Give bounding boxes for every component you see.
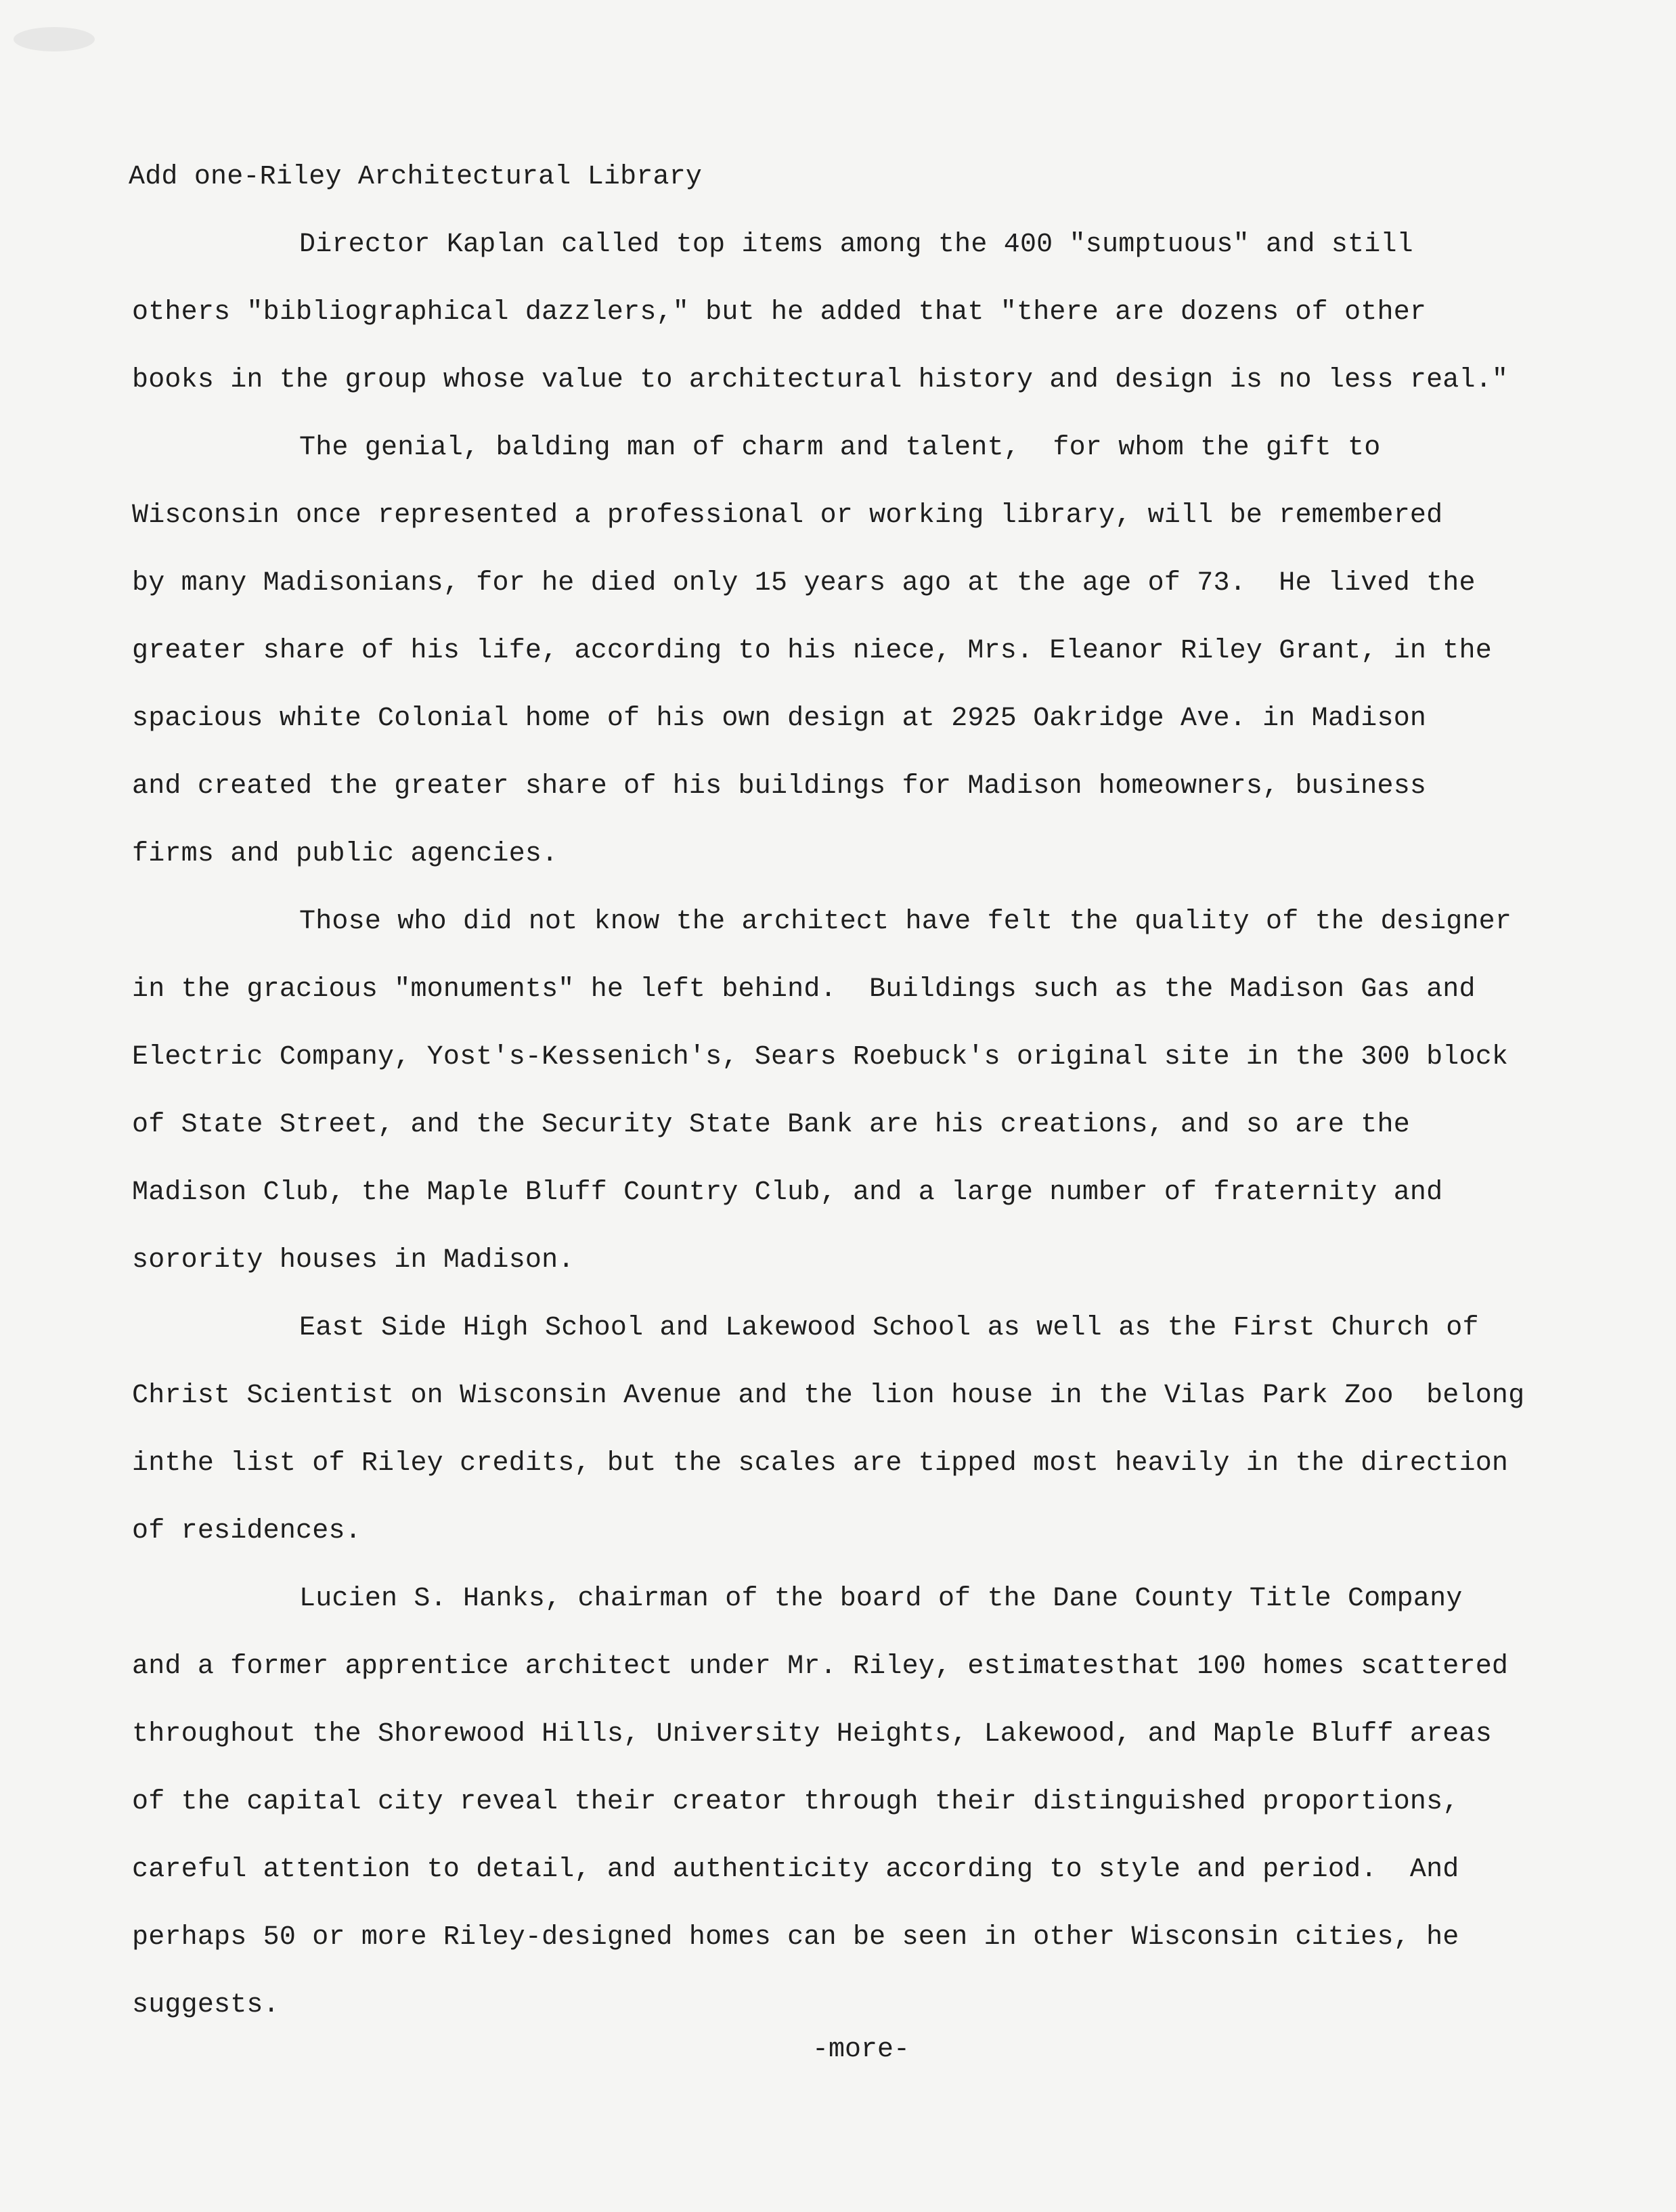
paragraph-line: greater share of his life, according to his niece, Mrs. Eleanor Riley Grant, in the — [132, 636, 1492, 666]
paragraph-line: books in the group whose value to architectural history and design is no less real." — [132, 365, 1509, 395]
paragraph-line: Director Kaplan called top items among the 400 "sumptuous" and still — [299, 230, 1413, 260]
paragraph-line: spacious white Colonial home of his own design at 2925 Oakridge Ave. in Madison — [132, 703, 1427, 734]
paragraph-line: of State Street, and the Security State Bank are his creations, and so are the — [132, 1110, 1410, 1140]
paragraph-line: by many Madisonians, for he died only 15 years ago at the age of 73. He lived the — [132, 568, 1476, 599]
paragraph-line: of residences. — [132, 1516, 361, 1546]
paragraph-line: Madison Club, the Maple Bluff Country Club, and a large number of fraternity and — [132, 1177, 1443, 1208]
paragraph-line: perhaps 50 or more Riley-designed homes can be seen in other Wisconsin cities, he — [132, 1922, 1459, 1953]
paragraph-line: firms and public agencies. — [132, 839, 558, 869]
paragraph-line: Those who did not know the architect have felt the quality of the designer — [299, 907, 1512, 937]
more-footer: -more- — [812, 2035, 910, 2065]
paragraph-line: Wisconsin once represented a professional or working library, will be remembered — [132, 500, 1443, 531]
paragraph-line: throughout the Shorewood Hills, University Heights, Lakewood, and Maple Bluff areas — [132, 1719, 1492, 1750]
paragraph-line: inthe list of Riley credits, but the scales are tipped most heavily in the direction — [132, 1448, 1509, 1479]
paragraph-line: and a former apprentice architect under Mr. Riley, estimatesthat 100 homes scattered — [132, 1651, 1509, 1682]
paragraph-line: sorority houses in Madison. — [132, 1245, 575, 1276]
paragraph-line: Lucien S. Hanks, chairman of the board of the Dane County Title Company — [299, 1584, 1463, 1614]
paragraph-line: and created the greater share of his buildings for Madison homeowners, business — [132, 771, 1427, 802]
document-heading: Add one-Riley Architectural Library — [129, 162, 703, 192]
paragraph-line: Electric Company, Yost's-Kessenich's, Sears Roebuck's original site in the 300 block — [132, 1042, 1509, 1072]
paragraph-line: Christ Scientist on Wisconsin Avenue and the lion house in the Vilas Park Zoo belong — [132, 1381, 1525, 1411]
scan-smudge — [14, 27, 95, 51]
paragraph-line: East Side High School and Lakewood School as well as the First Church of — [299, 1313, 1479, 1343]
paragraph-line: in the gracious "monuments" he left behind. Buildings such as the Madison Gas and — [132, 974, 1476, 1005]
paragraph-line: others "bibliographical dazzlers," but he added that "there are dozens of other — [132, 297, 1427, 328]
paragraph-line: The genial, balding man of charm and talent, for whom the gift to — [299, 433, 1381, 463]
paragraph-line: suggests. — [132, 1990, 280, 2020]
paragraph-line: careful attention to detail, and authenticity according to style and period. And — [132, 1855, 1459, 1885]
paragraph-line: of the capital city reveal their creator through their distinguished proportions, — [132, 1787, 1459, 1817]
